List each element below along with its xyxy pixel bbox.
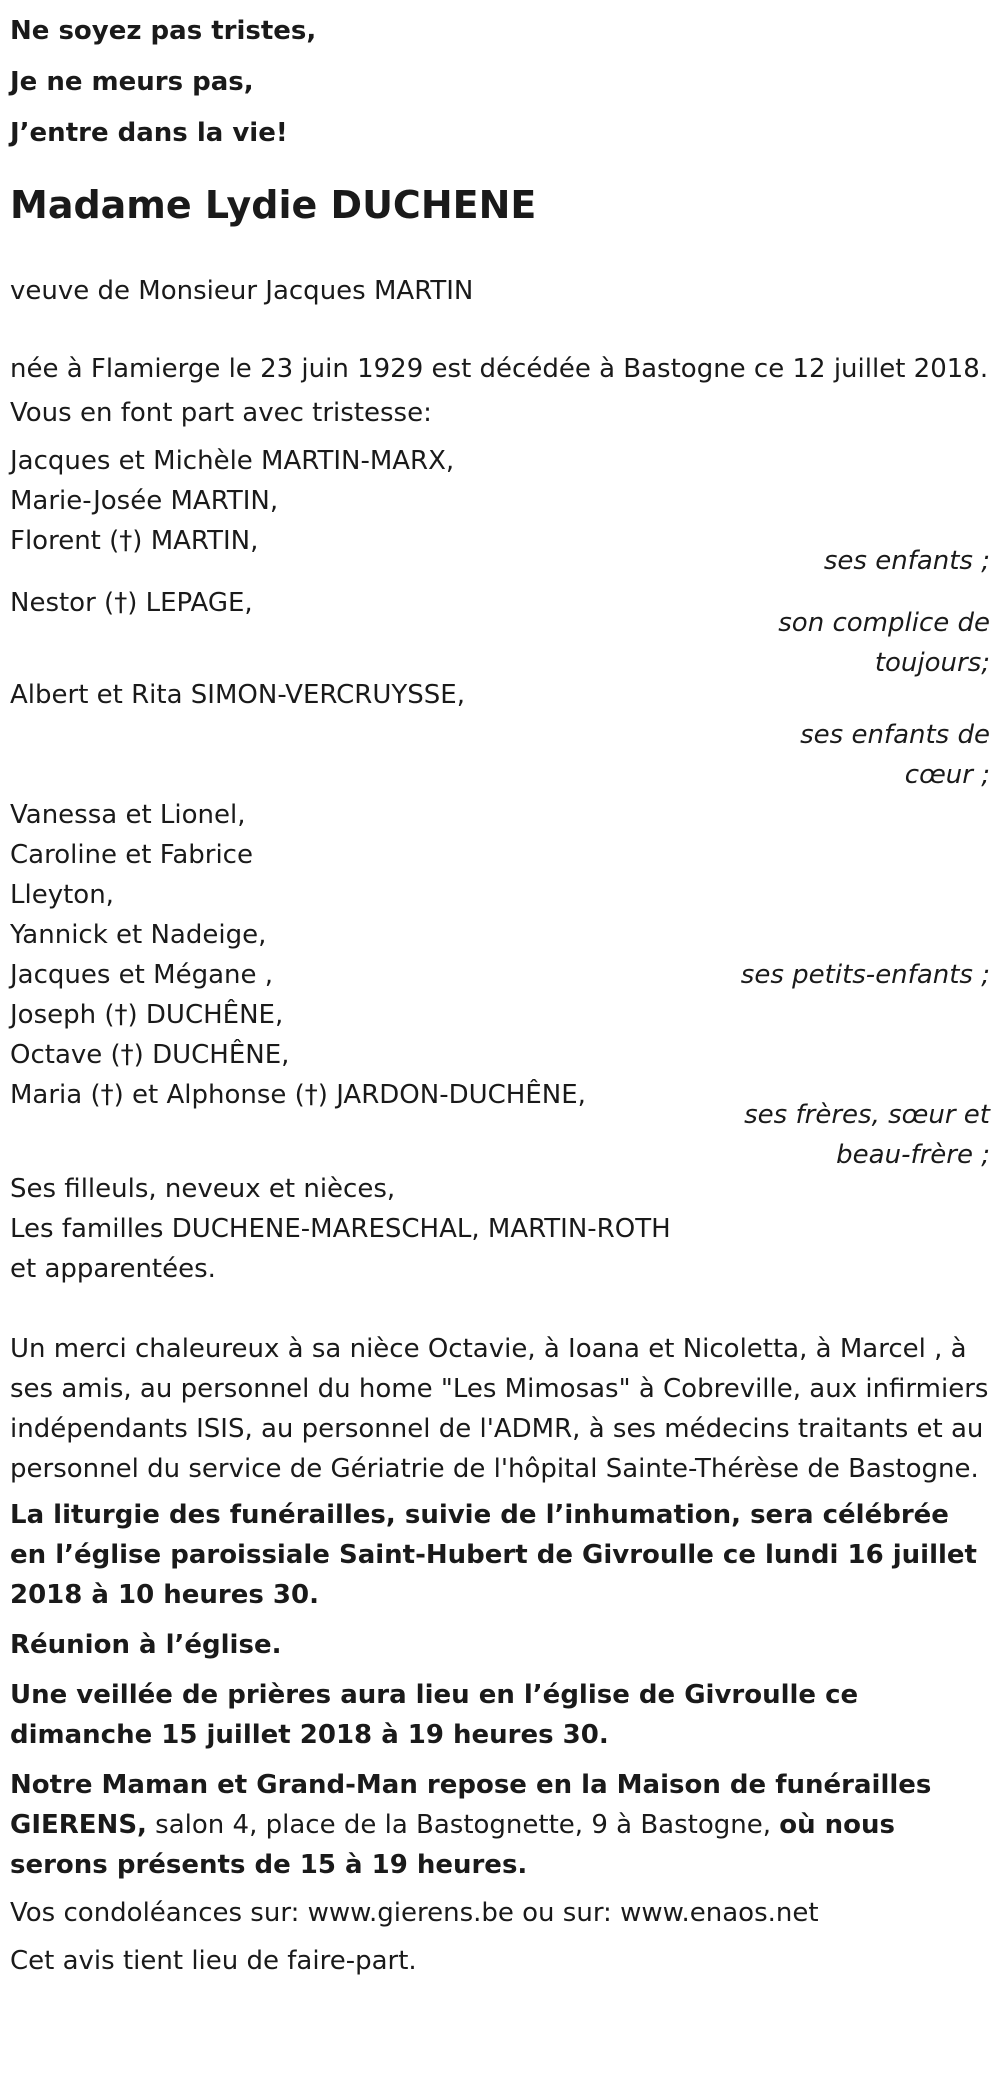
resting-place — [10, 1765, 990, 1885]
vigil-announcement: Une veillée de prières aura lieu en l’église de Givroulle ce dimanche 15 juillet 2018 à 19 heures 30. — [10, 1680, 859, 1750]
obituary-page — [0, 6, 1000, 1981]
family-names — [10, 1169, 671, 1289]
family-group-companion — [10, 583, 990, 683]
deceased-name: Madame Lydie DUCHENE — [10, 183, 537, 227]
family-role: son complice de toujours; — [778, 608, 990, 678]
family-name-line: et apparentées. — [10, 1254, 216, 1284]
poem-line-3: J’entre dans la vie! — [10, 118, 288, 148]
announcement-intro: Vous en font part avec tristesse: — [10, 398, 432, 428]
family-role: ses enfants ; — [823, 546, 990, 576]
family-name-line: Jacques et Michèle MARTIN-MARX, — [10, 446, 455, 476]
family-name-line: Marie-Josée MARTIN, — [10, 486, 279, 516]
family-name-line: Florent (†) MARTIN, — [10, 526, 259, 556]
condolences-line: Vos condoléances sur: www.gierens.be ou sur: www.enaos.net — [10, 1898, 819, 1928]
family-names — [10, 795, 273, 995]
family-group-siblings — [10, 995, 990, 1175]
family-name-line: Joseph (†) DUCHÊNE, — [10, 1000, 284, 1030]
family-name-line: Lleyton, — [10, 880, 114, 910]
family-names — [10, 675, 465, 715]
family-role: ses petits-enfants ; — [740, 960, 990, 990]
family-name-line: Nestor (†) LEPAGE, — [10, 588, 253, 618]
family-name-line: Ses filleuls, neveux et nièces, — [10, 1174, 396, 1204]
spouse-line: veuve de Monsieur Jacques MARTIN — [10, 276, 474, 306]
family-role: ses enfants de cœur ; — [800, 720, 990, 790]
family-name-line: Caroline et Fabrice — [10, 840, 253, 870]
family-group-heart-children — [10, 675, 990, 795]
funeral-liturgy: La liturgie des funérailles, suivie de l’inhumation, sera célébrée en l’église paroissiale Saint-Hubert de Givroulle ce lundi 16 juillet 2018 à 10 heures 30. — [10, 1500, 977, 1610]
family-name-line: Les familles DUCHENE-MARESCHAL, MARTIN-ROTH — [10, 1214, 671, 1244]
visiting-hours: où nous serons présents de 15 à 19 heures. — [10, 1810, 896, 1880]
family-group-extended — [10, 1169, 990, 1289]
family-names — [10, 441, 454, 561]
family-name-line: Yannick et Nadeige, — [10, 920, 267, 950]
resting-place-address: salon 4, place de la Bastognette, 9 à Bastogne, — [146, 1810, 780, 1840]
poem-line-1: Ne soyez pas tristes, — [10, 16, 317, 46]
resting-place-intro: Notre Maman et Grand-Man repose en la Maison de funérailles GIERENS, — [10, 1770, 932, 1840]
family-name-line: Albert et Rita SIMON-VERCRUYSSE, — [10, 680, 465, 710]
thanks-paragraph: Un merci chaleureux à sa nièce Octavie, à Ioana et Nicoletta, à Marcel , à ses amis, au personnel du home "Les Mimosas" à Cobreville, aux infirmiers indépendants ISIS, au personnel de l'ADMR, à ses médecins traitants et au personnel du service de Gériatrie de l'hôpital Sainte-Thérèse de Bastogne. — [10, 1334, 989, 1484]
notice-line: Cet avis tient lieu de faire-part. — [10, 1946, 417, 1976]
family-group-children — [10, 441, 990, 581]
family-name-line: Vanessa et Lionel, — [10, 800, 246, 830]
family-group-grandchildren — [10, 795, 990, 995]
family-name-line: Maria (†) et Alphonse (†) JARDON-DUCHÊNE, — [10, 1080, 586, 1110]
family-name-line: Octave (†) DUCHÊNE, — [10, 1040, 290, 1070]
poem-line-2: Je ne meurs pas, — [10, 67, 254, 97]
family-names — [10, 583, 253, 623]
family-name-line: Jacques et Mégane , — [10, 960, 274, 990]
family-role: ses frères, sœur et beau-frère ; — [744, 1100, 990, 1170]
gathering-note: Réunion à l’église. — [10, 1630, 282, 1660]
family-names — [10, 995, 586, 1115]
birth-death-line: née à Flamierge le 23 juin 1929 est décédée à Bastogne ce 12 juillet 2018. — [10, 354, 989, 384]
poem — [10, 6, 990, 159]
